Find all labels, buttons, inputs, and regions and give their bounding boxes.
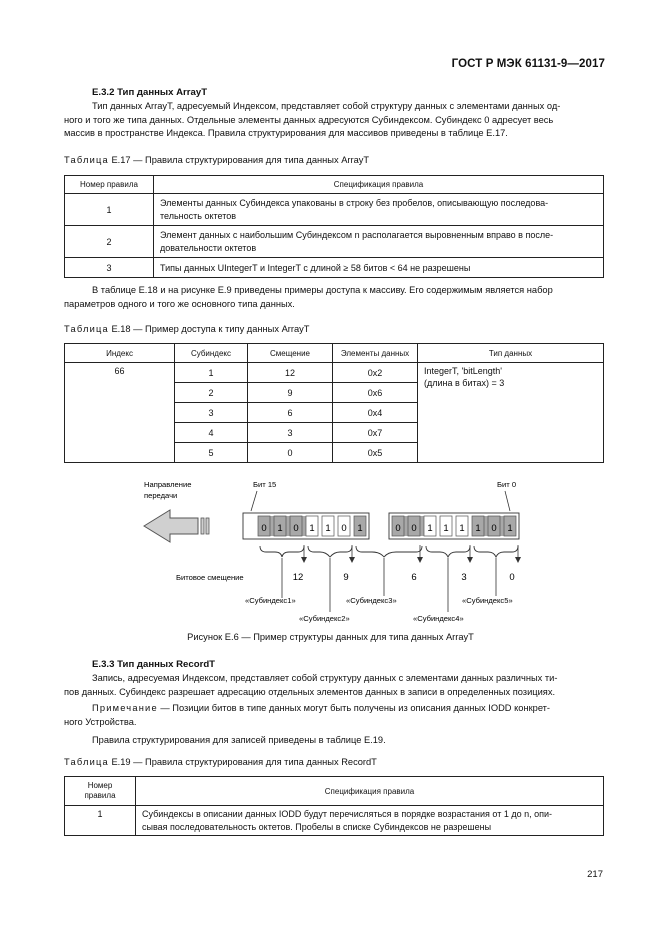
- note-text: — Позиции битов в типе данных могут быть получены из описания данных IODD конкрет-: [157, 703, 551, 713]
- table-row: [65, 363, 604, 383]
- para-line: параметров одного и того же основного типа данных.: [64, 298, 295, 309]
- subindex4-label: «Субиндекс4»: [413, 614, 464, 623]
- col-header: Элементы данных: [333, 344, 418, 363]
- offset-arrow-icon: [515, 557, 521, 563]
- rule-spec: [154, 226, 604, 258]
- bit-offset-label: Битовое смещение: [176, 573, 244, 582]
- bit-value: 1: [475, 523, 481, 534]
- rules-reference: Правила структурирования для записей приведены в таблице E.19.: [92, 735, 386, 745]
- element-cell: 0x6: [333, 383, 418, 403]
- table-e17: [64, 175, 604, 278]
- element-cell: 0x4: [333, 403, 418, 423]
- document-header: ГОСТ Р МЭК 61131-9—2017: [451, 58, 605, 70]
- brace-sub2: [308, 546, 352, 557]
- rule-number: 3: [65, 258, 154, 278]
- table-row: [65, 194, 604, 226]
- para-line: ного и того же типа данных. Отдельные элементы данных адресуются Субиндексом. Субиндекс 0 адресует весь: [64, 114, 554, 125]
- bit-value: 0: [261, 523, 267, 534]
- brace-sub5: [474, 546, 518, 557]
- direction-label: передачи: [144, 491, 178, 500]
- table-row: [65, 806, 604, 836]
- figure-array-structure: [0, 470, 661, 630]
- table17-caption: [64, 155, 369, 165]
- table-e18: [64, 343, 604, 463]
- brace-sub1: [260, 546, 304, 557]
- col-header: Субиндекс: [175, 344, 248, 363]
- caption-text: E.19 — Правила структурирования для типа данных RecordT: [108, 757, 377, 767]
- note: [64, 702, 604, 729]
- col-header: Тип данных: [418, 344, 604, 363]
- offset-value: 9: [343, 572, 349, 583]
- col-header: Смещение: [248, 344, 333, 363]
- bit-value: 1: [325, 523, 331, 534]
- rule-spec: [136, 806, 604, 836]
- bit-value: 0: [411, 523, 417, 534]
- section-e33-paragraph: [64, 672, 604, 699]
- type-line: IntegerT, 'bitLength': [424, 366, 502, 376]
- bit-value: 0: [293, 523, 299, 534]
- spec-line: Элементы данных Субиндекса упакованы в строку без пробелов, описывающую последова-: [160, 198, 549, 208]
- offset-value: 3: [461, 572, 467, 583]
- subindex5-label: «Субиндекс5»: [462, 596, 513, 605]
- rule-number: 2: [65, 226, 154, 258]
- caption-text: E.18 — Пример доступа к типу данных ArrayT: [108, 324, 310, 334]
- datatype-cell: [418, 363, 604, 463]
- spec-line: Субиндексы в описании данных IODD будут перечисляться в порядке возрастания от 1 до n, опи-: [142, 809, 553, 819]
- spec-line: Элемент данных с наибольшим Субиндексом n располагается выровненным вправо в после-: [160, 230, 554, 240]
- spec-line: тельность октетов: [160, 210, 237, 221]
- table-e19: [64, 776, 604, 836]
- bit-value: 1: [357, 523, 363, 534]
- col-header: Индекс: [65, 344, 175, 363]
- caption-label: Таблица: [64, 155, 109, 165]
- element-cell: 0x2: [333, 363, 418, 383]
- figure-caption: Рисунок E.6 — Пример структуры данных для типа данных ArrayT: [187, 632, 474, 642]
- rule-spec: Типы данных UIntegerT и IntegerT с длиной ≥ 58 битов < 64 не разрешены: [154, 258, 604, 278]
- offset-cell: 12: [248, 363, 333, 383]
- offset-arrow-icon: [417, 557, 423, 563]
- rule-number: 1: [65, 194, 154, 226]
- brace-sub4: [426, 546, 470, 557]
- caption-label: Таблица: [64, 757, 109, 767]
- table-row: [65, 226, 604, 258]
- offset-markers: [293, 545, 521, 583]
- bit0-pointer: [505, 491, 510, 511]
- offset-cell: 0: [248, 443, 333, 463]
- element-cell: 0x7: [333, 423, 418, 443]
- offset-value: 6: [411, 572, 417, 583]
- bit-value: 1: [507, 523, 513, 534]
- bit-value: 1: [277, 523, 283, 534]
- bit15-label: Бит 15: [253, 480, 277, 489]
- subindex1-label: «Субиндекс1»: [245, 596, 296, 605]
- para-line: пов данных. Субиндекс разрешает адресацию отдельных элементов данных в записи в определенных позициях.: [64, 686, 556, 697]
- subindex-cell: 4: [175, 423, 248, 443]
- subindex-cell: 5: [175, 443, 248, 463]
- bit-value: 1: [459, 523, 465, 534]
- section-title-e32: E.3.2 Тип данных ArrayT: [92, 87, 208, 98]
- offset-value: 12: [292, 572, 304, 583]
- section-title-e33: E.3.3 Тип данных RecordT: [92, 659, 216, 670]
- offset-cell: 6: [248, 403, 333, 423]
- direction-label: Направление: [144, 480, 192, 489]
- table-row: [65, 258, 604, 278]
- spec-line: довательности октетов: [160, 242, 257, 253]
- col-header-number: [65, 777, 136, 806]
- col-header: Спецификация правила: [154, 176, 604, 194]
- bit-value: 0: [341, 523, 347, 534]
- rule-number: 1: [65, 806, 136, 836]
- para-line: массив в пространстве Индекса. Правила структурирования для массивов приведены в таблице E.17.: [64, 128, 508, 138]
- rule-spec: [154, 194, 604, 226]
- header-line: правила: [84, 791, 116, 800]
- transmission-arrow-icon: [144, 510, 209, 542]
- note-line: ного Устройства.: [64, 716, 137, 727]
- spec-line: сывая последовательность октетов. Пробелы в списке Субиндексов не разрешены: [142, 821, 492, 832]
- bit-value: 0: [491, 523, 497, 534]
- para-line: В таблице E.18 и на рисунке E.9 приведены примеры доступа к массиву. Его содержимым является набор: [92, 285, 553, 295]
- offset-value: 0: [509, 572, 515, 583]
- note-line: [64, 702, 604, 716]
- col-header: Номер правила: [65, 176, 154, 194]
- type-line: (длина в битах) = 3: [424, 377, 505, 388]
- offset-cell: 9: [248, 383, 333, 403]
- subindex-braces: [260, 546, 518, 557]
- page-number: 217: [587, 869, 603, 880]
- bit-value: 1: [427, 523, 433, 534]
- col-header: Спецификация правила: [136, 777, 604, 806]
- subindex2-label: «Субиндекс2»: [299, 614, 350, 623]
- caption-label: Таблица: [64, 324, 109, 334]
- note-label: Примечание: [92, 703, 158, 713]
- section-e32-paragraph: [64, 100, 604, 141]
- offset-cell: 3: [248, 423, 333, 443]
- para-line: Тип данных ArrayT, адресуемый Индексом, представляет собой структуру данных с элементами данных од-: [92, 101, 561, 111]
- header-line: Номер: [87, 781, 113, 790]
- index-cell: 66: [65, 363, 175, 463]
- bit-value: 1: [443, 523, 449, 534]
- brace-sub3: [356, 546, 422, 557]
- offset-arrow-icon: [301, 557, 307, 563]
- bit-value: 1: [309, 523, 315, 534]
- bit0-label: Бит 0: [497, 480, 517, 489]
- para-line: Запись, адресуемая Индексом, представляет собой структуру данных с элементами данных различных ти-: [92, 673, 558, 683]
- caption-text: E.17 — Правила структурирования для типа данных ArrayT: [108, 155, 370, 165]
- bit15-pointer: [251, 491, 257, 511]
- offset-arrow-icon: [467, 557, 473, 563]
- subindex-cell: 1: [175, 363, 248, 383]
- table19-caption: [64, 757, 377, 767]
- subindex-cell: 3: [175, 403, 248, 423]
- offset-arrow-icon: [349, 557, 355, 563]
- subindex-cell: 2: [175, 383, 248, 403]
- table18-caption: [64, 324, 309, 334]
- bit-value: 0: [395, 523, 401, 534]
- para-e18-intro: [64, 284, 604, 311]
- element-cell: 0x5: [333, 443, 418, 463]
- subindex3-label: «Субиндекс3»: [346, 596, 397, 605]
